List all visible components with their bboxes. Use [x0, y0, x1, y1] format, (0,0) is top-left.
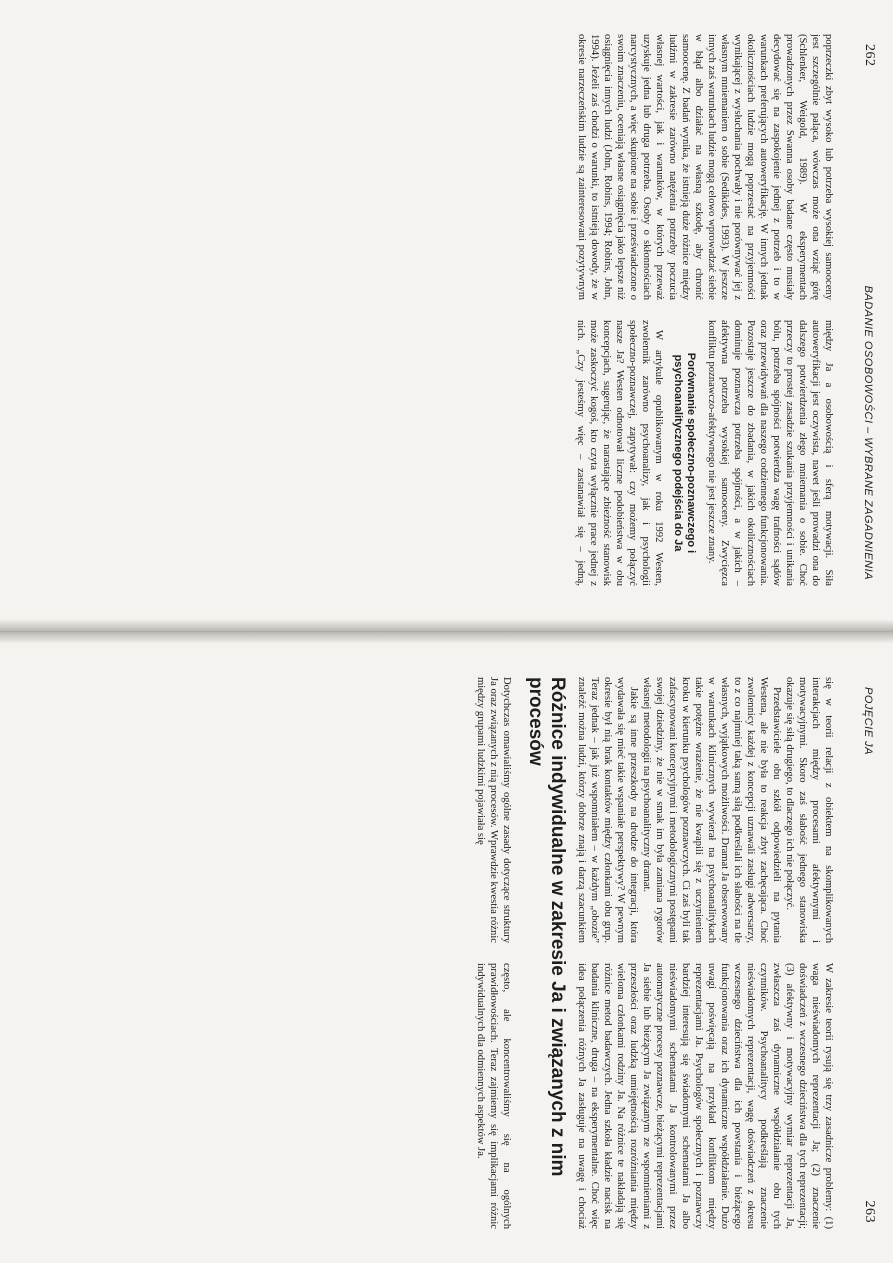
running-head: POJĘCIE JA — [862, 687, 874, 755]
section-heading: Różnice indywidualne w zakresie Ja i związanych z nim procesów — [525, 677, 568, 1177]
paragraph: W artykule opublikowanym w roku 1992 Westen, zwolennik zarówno psychoanalizy, jak i psychologii społeczno-poznawczej, zapytywał: czy możemy połączyć nasze Ja? Westen odnotował liczne podobieństwa w obu koncepcjach, sugerując, że narastające zbieżność stanowisk może zaskoczyć kogoś, kto czyta wyłącznie prace jednej z nich. „Czy jesteśmy więc – zastanawiał się – jedną, — [575, 320, 664, 586]
column-right — [573, 963, 835, 1229]
text-columns — [573, 677, 835, 1229]
paragraph: Jakie są inne przeszkody na drodze do integracji, która wydawała się mieć takie wspaniałe perspektywy? W pewnym okresie był nią brak kontaktów między członkami obu grup. Teraz jednak – jak już wspomniałem – w każdym „obozie” znaleźć można ludzi, którzy dobrze znają i darzą szacunkiem — [576, 677, 639, 943]
page-header — [857, 687, 877, 1223]
page-262 — [0, 0, 893, 620]
page-263 — [0, 643, 893, 1263]
paragraph: między Ja a osobowością i sferą motywacji. Siła autoweryfikacji jest oczywista, nawet jeśli prowadzi ona do dalszego potwierdzenia złego mniemania o sobie. Choć przeczy to prostej zasadzie szukania przyjemności i unikania bólu, potrzeba spójności potwierdza wagę trafności sądów oraz przewidywań dla naszego codziennego funkcjonowania. Pozostaje jeszcze do zbadania, w jakich okolicznościach dominuje poznawcza potrzeba spójności, a w jakich – afektywna potrzeba wysokiej samooceny. Zwycięzca konfliktu poznawczo-afektywnego nie jest jeszcze znany. — [706, 320, 834, 586]
column-left — [423, 677, 513, 943]
paragraph: się w teorii relacji z obiektem na skomplikowanych interakcjach między procesami afektywnymi i motywacyjnymi. Skoro zaś słabość jednego stanowiska okazuje się siłą drugiego, to dlaczego ich nie połączyć. — [784, 677, 834, 943]
page-number: 263 — [862, 1200, 877, 1223]
page-header — [857, 44, 877, 580]
paragraph: poprzeczki zbyt wysoko lub potrzeba wysokiej samooceny jest szczególnie paląca, wówczas może ona wziąć górę (Schlenker, Weigold, 1989). W eksperymentach prowadzonych przez Swanna osoby badane często musiały decydować się na zaspokojenie jednej z potrzeb i to w warunkach preferujących autoweryfikację. W innych jednak okolicznościach ludzie mogą poprzestać na przyjemności wynikającej z wysłuchania pochwały i nie porównywać jej z własnym mniemaniem o sobie (Sedikides, 1993). W jeszcze innych zaś warunkach ludzie mogą celowo wprowadzać siebie w błąd albo działać na własną szkodę, aby chronić samoocenę. Z badań wynika, że istnieją duże różnice między ludźmi w zakresie zarówno natężenia potrzeby poczucia własnej wartości, jak i warunków, w których przeważ uzyskuje jedna lub druga potrzeba. Osoby o skłonnościach narcystycznych, a więc skupione na sobie i przeświadczone o swoim znaczeniu, oceniają własne osiągnięcia jako lepsze niż osiągnięcia innych ludzi (John, Robins, 1994; Robins, John, 1994). Jeżeli zaś chodzi o warunki, to istnieją dowody, że w okresie narzeczeńskim ludzie są zainteresowani pozytywnym — [576, 34, 834, 300]
page-number: 262 — [862, 44, 877, 67]
column-right — [573, 320, 835, 586]
text-columns — [573, 34, 835, 586]
column-right — [423, 963, 513, 1229]
column-left — [573, 34, 835, 300]
paragraph: Dotychczas omawialiśmy ogólne zasady dotyczące struktury Ja oraz związanych z nią procesów. Wprawdzie kwestia różnic między grupami ludzkimi pojawiała się — [475, 677, 512, 943]
section-body — [423, 677, 513, 1229]
paragraph: Przedstawiciele obu szkół odpowiedzieli na pytania Westena, ale nie była to reakcja zbyt zachęcająca. Choć zwolennicy każdej z koncepcji uznawali zasługi adwersarzy, to z co najmniej taką samą siłą podkreślali ich słabości na tle własnych, wyjątkowych możliwości. Dramat Ja obserwowany w warunkach klinicznych wywierał na psychoanalitykach takie potężne wrażenie, że nie kwapili się z uczynieniem kroku w kierunku psychologów poznawczych. Ci zaś byli tak zafascynowani koncepcyjnymi i metodologicznymi postępami swojej dziedziny, że nie w smak im była zamiana rygorów własnej metodologii na psychoanalityczny dramat. — [641, 677, 782, 943]
subsection-heading: Porównanie społeczno-poznawczego i psychoanalitycznego podejścia do Ja — [672, 352, 697, 554]
paragraph: często, ale koncentrowaliśmy się na ogólnych prawidłowościach. Teraz zajmiemy się implikacjami różnic indywidualnych dla odmiennych aspektów Ja. — [475, 963, 512, 1229]
book-gutter — [0, 620, 893, 643]
column-left — [573, 677, 835, 943]
paragraph: W zakresie teorii rysują się trzy zasadnicze problemy: (1) waga nieświadomych reprezentacji Ja; (2) znaczenie doświadczeń z wczesnego dzieciństwa dla tych reprezentacji; (3) afektywny i motywacyjny wymiar reprezentacji Ja, zwłaszcza zaś dynamiczne współdziałanie obu tych czynników. Psychoanalitycy podkreślają znaczenie nieświadomych reprezentacji, wagę doświadczeń z okresu wczesnego dzieciństwa dla ich powstania i bieżącego funkcjonowania oraz ich dynamiczne współdziałanie. Dużo uwagi poświęcają na przykład konfliktom między reprezentacjami Ja. Psychologów społecznych i poznawczy bardziej interesują się świadomymi schematami Ja albo nieświadomymi schematami Ja kontrolowanymi przez automatyczne procesy poznawcze, bieżącymi reprezentacjami Ja siebie lub bieżącym Ja związanym ze wspomnieniami z przeszłości oraz ludzką umiejętnością rozróżniania między wieloma członkami rodziny Ja. Na różnice te nakładają się różnice metod badawczych. Jedna szkoła kładzie nacisk na badania kliniczne, druga – na eksperymentalne. Choć więc idea połączenia różnych Ja zasługuje na uwagę i chociaż — [576, 963, 834, 1229]
running-head: BADANIE OSOBOWOŚCI – WYBRANE ZAGADNIENIA — [862, 285, 874, 580]
